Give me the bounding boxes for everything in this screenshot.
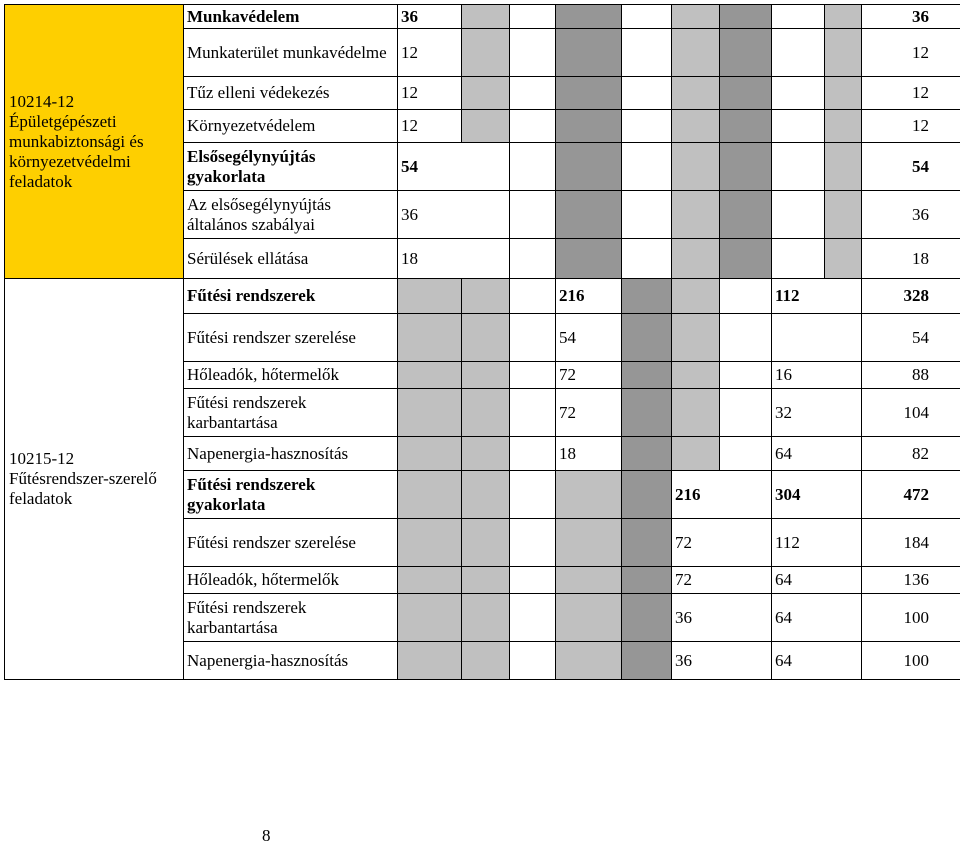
value-cell: 304 <box>772 471 862 519</box>
row-label: Az elsősegélynyújtás általános szabályai <box>184 191 398 239</box>
module-title: Épületgépészeti munkabiztonsági és környezetvédelmi feladatok <box>9 112 179 192</box>
value-cell: 72 <box>556 362 622 389</box>
value-cell: 36 <box>672 594 772 642</box>
total-cell: 82 <box>862 437 960 471</box>
value-cell: 12 <box>398 29 462 77</box>
value-cell: 112 <box>772 519 862 567</box>
value-cell: 36 <box>398 5 462 29</box>
value-cell: 72 <box>672 567 772 594</box>
value-cell: 64 <box>772 437 862 471</box>
value-cell: 64 <box>772 567 862 594</box>
row-label: Napenergia-hasznosítás <box>184 437 398 471</box>
total-cell: 136 <box>862 567 960 594</box>
row-label: Napenergia-hasznosítás <box>184 642 398 680</box>
row-label: Fűtési rendszerek karbantartása <box>184 594 398 642</box>
value-cell: 72 <box>672 519 772 567</box>
value-cell: 12 <box>398 77 462 110</box>
curriculum-table <box>4 4 960 680</box>
table-row <box>5 5 960 29</box>
row-label: Sérülések ellátása <box>184 239 398 279</box>
total-cell: 54 <box>862 143 960 191</box>
total-cell: 12 <box>862 110 960 143</box>
total-cell: 18 <box>862 239 960 279</box>
module-title: Fűtésrendszer-szerelő feladatok <box>9 469 179 509</box>
total-cell: 12 <box>862 29 960 77</box>
module-cell-10215 <box>5 279 184 680</box>
value-cell: 54 <box>398 143 510 191</box>
module-cell-10214 <box>5 5 184 279</box>
value-cell: 72 <box>556 389 622 437</box>
table-row <box>5 279 960 314</box>
value-cell: 64 <box>772 594 862 642</box>
value-cell: 36 <box>398 191 510 239</box>
module-code: 10214-12 <box>9 92 179 112</box>
row-label: Fűtési rendszerek gyakorlata <box>184 471 398 519</box>
row-label: Tűz elleni védekezés <box>184 77 398 110</box>
row-label: Hőleadók, hőtermelők <box>184 362 398 389</box>
row-label: Fűtési rendszerek <box>184 279 398 314</box>
total-cell: 36 <box>862 5 960 29</box>
module-code: 10215-12 <box>9 449 179 469</box>
row-label: Fűtési rendszer szerelése <box>184 519 398 567</box>
value-cell: 54 <box>556 314 622 362</box>
row-label: Fűtési rendszer szerelése <box>184 314 398 362</box>
value-cell: 112 <box>772 279 862 314</box>
row-label: Elsősegélynyújtás gyakorlata <box>184 143 398 191</box>
total-cell: 328 <box>862 279 960 314</box>
total-cell: 184 <box>862 519 960 567</box>
total-cell: 88 <box>862 362 960 389</box>
row-label: Fűtési rendszerek karbantartása <box>184 389 398 437</box>
total-cell: 104 <box>862 389 960 437</box>
value-cell: 216 <box>556 279 622 314</box>
value-cell: 216 <box>672 471 772 519</box>
row-label: Munkavédelem <box>184 5 398 29</box>
total-cell: 36 <box>862 191 960 239</box>
value-cell: 18 <box>556 437 622 471</box>
value-cell <box>772 314 862 362</box>
total-cell: 100 <box>862 642 960 680</box>
value-cell: 32 <box>772 389 862 437</box>
value-cell: 16 <box>772 362 862 389</box>
row-label: Munkaterület munkavédelme <box>184 29 398 77</box>
total-cell: 12 <box>862 77 960 110</box>
total-cell: 54 <box>862 314 960 362</box>
value-cell: 64 <box>772 642 862 680</box>
value-cell: 36 <box>672 642 772 680</box>
value-cell: 18 <box>398 239 510 279</box>
total-cell: 100 <box>862 594 960 642</box>
row-label: Környezetvédelem <box>184 110 398 143</box>
row-label: Hőleadók, hőtermelők <box>184 567 398 594</box>
value-cell: 12 <box>398 110 462 143</box>
total-cell: 472 <box>862 471 960 519</box>
page-number: 8 <box>262 826 271 846</box>
